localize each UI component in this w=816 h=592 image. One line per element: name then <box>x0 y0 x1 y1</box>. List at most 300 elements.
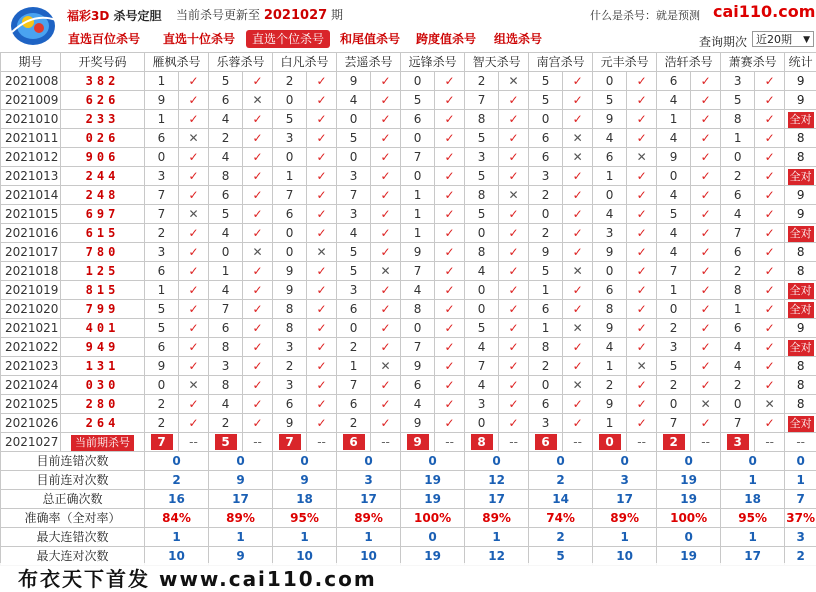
stats-value: 19 <box>657 471 721 490</box>
current-kill-button[interactable] <box>61 433 145 452</box>
check-icon: ✓ <box>499 300 529 319</box>
all-correct-label: 全对 <box>788 169 814 185</box>
stats-value: 95% <box>273 509 337 528</box>
all-correct-badge <box>785 110 816 129</box>
check-icon: ✓ <box>307 148 337 167</box>
period-cell: 2021011 <box>1 129 61 148</box>
check-icon: ✓ <box>691 319 721 338</box>
table-row <box>1 281 816 300</box>
check-icon: ✓ <box>627 91 657 110</box>
kill-number-cell: 3 <box>273 376 307 395</box>
check-icon: ✓ <box>691 338 721 357</box>
stats-value: 95% <box>721 509 785 528</box>
kill-number-cell: 0 <box>273 224 307 243</box>
kill-number-cell: 3 <box>209 357 243 376</box>
check-icon: ✓ <box>307 319 337 338</box>
period-cell: 2021017 <box>1 243 61 262</box>
kill-number-cell: 2 <box>209 129 243 148</box>
cross-icon: ✕ <box>627 357 657 376</box>
period-cell: 2021009 <box>1 91 61 110</box>
check-icon: ✓ <box>435 414 465 433</box>
header-expert[interactable]: 芸遥杀号 <box>337 53 401 72</box>
check-icon: ✓ <box>371 243 401 262</box>
period-cell: 2021014 <box>1 186 61 205</box>
table-row <box>1 395 816 414</box>
kill-number-cell: 4 <box>209 281 243 300</box>
kill-number-cell: 0 <box>273 91 307 110</box>
current-kill-number <box>465 433 499 452</box>
current-kill-number <box>401 433 435 452</box>
stats-label: 最大连对次数 <box>1 547 145 566</box>
cross-icon: ✕ <box>563 376 593 395</box>
tab-3[interactable]: 直选个位杀号 <box>246 30 330 48</box>
check-icon: ✓ <box>499 205 529 224</box>
kill-number-cell: 1 <box>593 357 627 376</box>
check-icon: ✓ <box>243 281 273 300</box>
update-suffix: 期 <box>331 8 343 22</box>
kill-number-cell: 9 <box>401 414 435 433</box>
check-icon: ✓ <box>499 281 529 300</box>
kill-number-cell: 0 <box>401 72 435 91</box>
tab-6[interactable]: 组选杀号 <box>494 30 542 48</box>
stats-label: 总正确次数 <box>1 490 145 509</box>
kill-number-cell: 1 <box>337 357 371 376</box>
kill-number-cell: 9 <box>273 281 307 300</box>
brand-name: 福彩3D <box>67 9 109 23</box>
what-is-kill-text: 什么是杀号：就是预测 <box>590 7 700 23</box>
dash-cell: -- <box>627 433 657 452</box>
kill-number-cell: 0 <box>593 186 627 205</box>
stats-value: 19 <box>657 490 721 509</box>
check-icon: ✓ <box>627 186 657 205</box>
kill-number-cell: 3 <box>529 167 563 186</box>
kill-number-cell: 4 <box>465 338 499 357</box>
total-cell: 9 <box>785 72 816 91</box>
kill-number-cell: 8 <box>465 186 499 205</box>
all-correct-badge <box>785 224 816 243</box>
update-issue: 2021027 <box>264 8 327 23</box>
all-correct-badge <box>785 167 816 186</box>
check-icon: ✓ <box>435 319 465 338</box>
check-icon: ✓ <box>179 281 209 300</box>
check-icon: ✓ <box>371 110 401 129</box>
cross-icon: ✕ <box>563 262 593 281</box>
stats-label: 准确率（全对率） <box>1 509 145 528</box>
check-icon: ✓ <box>179 262 209 281</box>
kill-number-cell: 4 <box>657 243 691 262</box>
kill-number-cell: 7 <box>337 186 371 205</box>
kill-number-cell: 0 <box>337 319 371 338</box>
period-cell: 2021023 <box>1 357 61 376</box>
header-expert[interactable]: 智天杀号 <box>465 53 529 72</box>
kill-number-cell: 3 <box>273 129 307 148</box>
tab-2[interactable]: 直选十位杀号 <box>163 30 235 48</box>
period-cell: 2021015 <box>1 205 61 224</box>
kill-number-cell: 6 <box>401 110 435 129</box>
check-icon: ✓ <box>371 300 401 319</box>
check-icon: ✓ <box>755 357 785 376</box>
check-icon: ✓ <box>179 224 209 243</box>
check-icon: ✓ <box>243 376 273 395</box>
check-icon: ✓ <box>243 186 273 205</box>
check-icon: ✓ <box>755 186 785 205</box>
kill-number-cell: 0 <box>465 300 499 319</box>
kill-number-cell: 4 <box>657 224 691 243</box>
draw-number-cell: 615 <box>61 224 145 243</box>
draw-number-cell: 131 <box>61 357 145 376</box>
kill-number-cell: 5 <box>465 167 499 186</box>
period-select[interactable] <box>752 31 814 47</box>
check-icon: ✓ <box>435 395 465 414</box>
kill-number-cell: 0 <box>401 129 435 148</box>
check-icon: ✓ <box>179 91 209 110</box>
kill-number-cell: 7 <box>465 91 499 110</box>
kill-number-cell: 0 <box>657 395 691 414</box>
cross-icon: ✕ <box>563 129 593 148</box>
current-kill-value: 7 <box>151 434 173 450</box>
header-expert[interactable]: 南宫杀号 <box>529 53 593 72</box>
check-icon: ✓ <box>691 357 721 376</box>
kill-number-cell: 2 <box>209 414 243 433</box>
stats-value: 1 <box>209 528 273 547</box>
stats-value: 17 <box>721 547 785 566</box>
header-period: 期号 <box>1 53 61 72</box>
kill-number-cell: 7 <box>145 186 179 205</box>
draw-number-cell: 780 <box>61 243 145 262</box>
cross-icon: ✕ <box>563 319 593 338</box>
kill-number-cell: 8 <box>721 110 755 129</box>
check-icon: ✓ <box>179 243 209 262</box>
dash-cell: -- <box>179 433 209 452</box>
kill-number-cell: 8 <box>209 376 243 395</box>
check-icon: ✓ <box>371 129 401 148</box>
period-cell: 2021008 <box>1 72 61 91</box>
draw-number-cell: 815 <box>61 281 145 300</box>
kill-number-cell: 5 <box>465 205 499 224</box>
stats-value: 2 <box>529 528 593 547</box>
kill-number-cell: 4 <box>209 110 243 129</box>
current-kill-value: 8 <box>471 434 493 450</box>
header-expert[interactable]: 远锋杀号 <box>401 53 465 72</box>
stats-label: 最大连错次数 <box>1 528 145 547</box>
check-icon: ✓ <box>563 395 593 414</box>
stats-value: 18 <box>721 490 785 509</box>
stats-value: 100% <box>657 509 721 528</box>
kill-number-cell: 5 <box>337 262 371 281</box>
kill-number-cell: 0 <box>593 72 627 91</box>
check-icon: ✓ <box>627 319 657 338</box>
check-icon: ✓ <box>627 129 657 148</box>
kill-number-cell: 2 <box>657 319 691 338</box>
kill-number-cell: 8 <box>465 243 499 262</box>
kill-number-cell: 2 <box>721 376 755 395</box>
kill-number-cell: 6 <box>529 129 563 148</box>
check-icon: ✓ <box>179 300 209 319</box>
kill-number-cell: 3 <box>337 167 371 186</box>
header-expert[interactable]: 白凡杀号 <box>273 53 337 72</box>
check-icon: ✓ <box>435 148 465 167</box>
stats-value: 0 <box>401 528 465 547</box>
kill-number-cell: 1 <box>721 300 755 319</box>
kill-number-cell: 0 <box>529 376 563 395</box>
watermark-text: 布衣天下首发 www.cai110.com <box>18 563 377 592</box>
header-expert[interactable]: 元丰杀号 <box>593 53 657 72</box>
kill-number-cell: 1 <box>721 129 755 148</box>
check-icon: ✓ <box>179 186 209 205</box>
check-icon: ✓ <box>243 300 273 319</box>
total-cell: 9 <box>785 186 816 205</box>
table-row <box>1 338 816 357</box>
kill-number-cell: 0 <box>273 243 307 262</box>
check-icon: ✓ <box>691 414 721 433</box>
kill-number-cell: 6 <box>337 300 371 319</box>
kill-number-cell: 6 <box>529 148 563 167</box>
kill-number-cell: 9 <box>145 91 179 110</box>
kill-number-cell: 6 <box>721 319 755 338</box>
kill-number-cell: 6 <box>721 186 755 205</box>
kill-number-cell: 8 <box>529 338 563 357</box>
tab-5[interactable]: 跨度值杀号 <box>416 30 476 48</box>
cross-icon: ✕ <box>307 243 337 262</box>
check-icon: ✓ <box>243 262 273 281</box>
kill-number-cell: 6 <box>593 148 627 167</box>
kill-number-cell: 7 <box>657 414 691 433</box>
check-icon: ✓ <box>371 91 401 110</box>
check-icon: ✓ <box>179 338 209 357</box>
kill-number-cell: 8 <box>209 338 243 357</box>
kill-number-cell: 4 <box>721 205 755 224</box>
cross-icon: ✕ <box>371 262 401 281</box>
stats-row <box>1 509 816 528</box>
check-icon: ✓ <box>627 395 657 414</box>
period-cell: 2021026 <box>1 414 61 433</box>
kill-number-cell: 8 <box>465 110 499 129</box>
stats-value: 2 <box>145 471 209 490</box>
all-correct-label: 全对 <box>788 112 814 128</box>
all-correct-badge <box>785 281 816 300</box>
kill-number-cell: 3 <box>337 205 371 224</box>
dash-cell: -- <box>785 433 816 452</box>
check-icon: ✓ <box>691 243 721 262</box>
chevron-down-icon: ▼ <box>803 32 810 48</box>
check-icon: ✓ <box>307 224 337 243</box>
update-info <box>176 6 343 23</box>
stats-value: 10 <box>337 547 401 566</box>
kill-number-cell: 3 <box>145 243 179 262</box>
kill-number-cell: 6 <box>401 376 435 395</box>
total-cell: 8 <box>785 357 816 376</box>
all-correct-badge <box>785 300 816 319</box>
kill-number-cell: 6 <box>145 338 179 357</box>
current-kill-number <box>593 433 627 452</box>
current-kill-number <box>145 433 179 452</box>
table-row <box>1 186 816 205</box>
kill-number-cell: 5 <box>401 91 435 110</box>
top-header <box>0 0 816 30</box>
check-icon: ✓ <box>435 281 465 300</box>
draw-number-cell: 799 <box>61 300 145 319</box>
check-icon: ✓ <box>691 148 721 167</box>
table-row <box>1 243 816 262</box>
current-period-cell: 2021027 <box>1 433 61 452</box>
all-correct-label: 全对 <box>788 302 814 318</box>
check-icon: ✓ <box>307 167 337 186</box>
check-icon: ✓ <box>435 186 465 205</box>
check-icon: ✓ <box>627 376 657 395</box>
kill-number-cell: 8 <box>721 281 755 300</box>
check-icon: ✓ <box>627 243 657 262</box>
table-row <box>1 110 816 129</box>
kill-number-cell: 1 <box>593 414 627 433</box>
table-row <box>1 319 816 338</box>
current-kill-value: 9 <box>407 434 429 450</box>
table-row <box>1 414 816 433</box>
kill-number-cell: 7 <box>401 148 435 167</box>
table-row <box>1 300 816 319</box>
kill-number-cell: 6 <box>209 186 243 205</box>
stats-value: 84% <box>145 509 209 528</box>
check-icon: ✓ <box>691 72 721 91</box>
check-icon: ✓ <box>563 243 593 262</box>
period-cell: 2021010 <box>1 110 61 129</box>
check-icon: ✓ <box>627 110 657 129</box>
kill-number-cell: 5 <box>529 91 563 110</box>
tab-1[interactable]: 直选百位杀号 <box>68 30 140 48</box>
stats-value: 1 <box>273 528 337 547</box>
tab-4[interactable]: 和尾值杀号 <box>340 30 400 48</box>
total-cell: 8 <box>785 129 816 148</box>
stats-value: 5 <box>529 547 593 566</box>
kill-number-cell: 2 <box>529 186 563 205</box>
check-icon: ✓ <box>243 357 273 376</box>
table-row <box>1 148 816 167</box>
kill-number-cell: 9 <box>401 357 435 376</box>
check-icon: ✓ <box>371 205 401 224</box>
kill-number-cell: 5 <box>593 91 627 110</box>
kill-number-cell: 5 <box>209 72 243 91</box>
kill-number-cell: 2 <box>145 395 179 414</box>
query-label: 查询期次 <box>699 33 747 50</box>
kill-number-cell: 3 <box>721 72 755 91</box>
header-expert[interactable]: 萧赛杀号 <box>721 53 785 72</box>
kill-number-cell: 6 <box>657 72 691 91</box>
check-icon: ✓ <box>499 319 529 338</box>
kill-number-cell: 4 <box>337 91 371 110</box>
check-icon: ✓ <box>755 148 785 167</box>
period-cell: 2021021 <box>1 319 61 338</box>
table-row <box>1 91 816 110</box>
check-icon: ✓ <box>499 414 529 433</box>
site-logo[interactable] <box>6 2 60 48</box>
check-icon: ✓ <box>563 338 593 357</box>
stats-value: 0 <box>337 452 401 471</box>
check-icon: ✓ <box>243 338 273 357</box>
kill-number-cell: 2 <box>273 357 307 376</box>
kill-number-cell: 9 <box>145 357 179 376</box>
check-icon: ✓ <box>243 395 273 414</box>
update-label: 当前杀号更新至 <box>176 8 260 22</box>
stats-value: 3 <box>337 471 401 490</box>
stats-value: 0 <box>657 452 721 471</box>
site-link[interactable]: cai110.com <box>713 2 815 21</box>
check-icon: ✓ <box>755 224 785 243</box>
stats-value: 14 <box>529 490 593 509</box>
kill-number-cell: 3 <box>529 414 563 433</box>
stats-total: 7 <box>785 490 816 509</box>
header-total: 统计 <box>785 53 816 72</box>
check-icon: ✓ <box>691 300 721 319</box>
kill-number-cell: 9 <box>529 243 563 262</box>
kill-number-cell: 1 <box>145 72 179 91</box>
period-cell: 2021024 <box>1 376 61 395</box>
stats-value: 0 <box>145 452 209 471</box>
kill-number-cell: 5 <box>145 319 179 338</box>
kill-number-cell: 0 <box>337 110 371 129</box>
check-icon: ✓ <box>179 148 209 167</box>
stats-value: 17 <box>337 490 401 509</box>
check-icon: ✓ <box>435 338 465 357</box>
period-cell: 2021022 <box>1 338 61 357</box>
kill-number-cell: 2 <box>721 167 755 186</box>
header-expert[interactable]: 乐蓉杀号 <box>209 53 273 72</box>
kill-number-cell: 9 <box>593 319 627 338</box>
kill-number-cell: 4 <box>465 262 499 281</box>
check-icon: ✓ <box>499 148 529 167</box>
draw-number-cell: 401 <box>61 319 145 338</box>
current-kill-number <box>721 433 755 452</box>
check-icon: ✓ <box>243 129 273 148</box>
current-kill-value: 7 <box>279 434 301 450</box>
check-icon: ✓ <box>371 281 401 300</box>
stats-value: 0 <box>401 452 465 471</box>
kill-number-cell: 0 <box>721 395 755 414</box>
header-expert[interactable]: 浩轩杀号 <box>657 53 721 72</box>
cross-icon: ✕ <box>179 376 209 395</box>
stats-value: 89% <box>465 509 529 528</box>
table-header-row <box>1 53 816 72</box>
check-icon: ✓ <box>435 129 465 148</box>
kill-number-cell: 1 <box>145 110 179 129</box>
header-expert[interactable]: 雁枫杀号 <box>145 53 209 72</box>
total-cell: 8 <box>785 395 816 414</box>
total-cell: 8 <box>785 376 816 395</box>
table-row <box>1 72 816 91</box>
draw-number-cell: 233 <box>61 110 145 129</box>
kill-number-cell: 7 <box>209 300 243 319</box>
kill-number-cell: 6 <box>529 300 563 319</box>
kill-number-cell: 4 <box>657 186 691 205</box>
stats-value: 100% <box>401 509 465 528</box>
kill-number-cell: 0 <box>465 281 499 300</box>
stats-total: 3 <box>785 528 816 547</box>
check-icon: ✓ <box>243 72 273 91</box>
check-icon: ✓ <box>563 224 593 243</box>
kill-number-cell: 3 <box>657 338 691 357</box>
stats-value: 10 <box>145 547 209 566</box>
all-correct-badge <box>785 414 816 433</box>
brand-title <box>67 7 162 24</box>
current-period-row <box>1 433 816 452</box>
check-icon: ✓ <box>307 72 337 91</box>
all-correct-badge <box>785 338 816 357</box>
all-correct-label: 全对 <box>788 416 814 432</box>
check-icon: ✓ <box>755 281 785 300</box>
stats-value: 19 <box>401 471 465 490</box>
kill-number-cell: 9 <box>657 148 691 167</box>
kill-number-cell: 2 <box>337 414 371 433</box>
check-icon: ✓ <box>307 300 337 319</box>
kill-number-cell: 0 <box>401 167 435 186</box>
